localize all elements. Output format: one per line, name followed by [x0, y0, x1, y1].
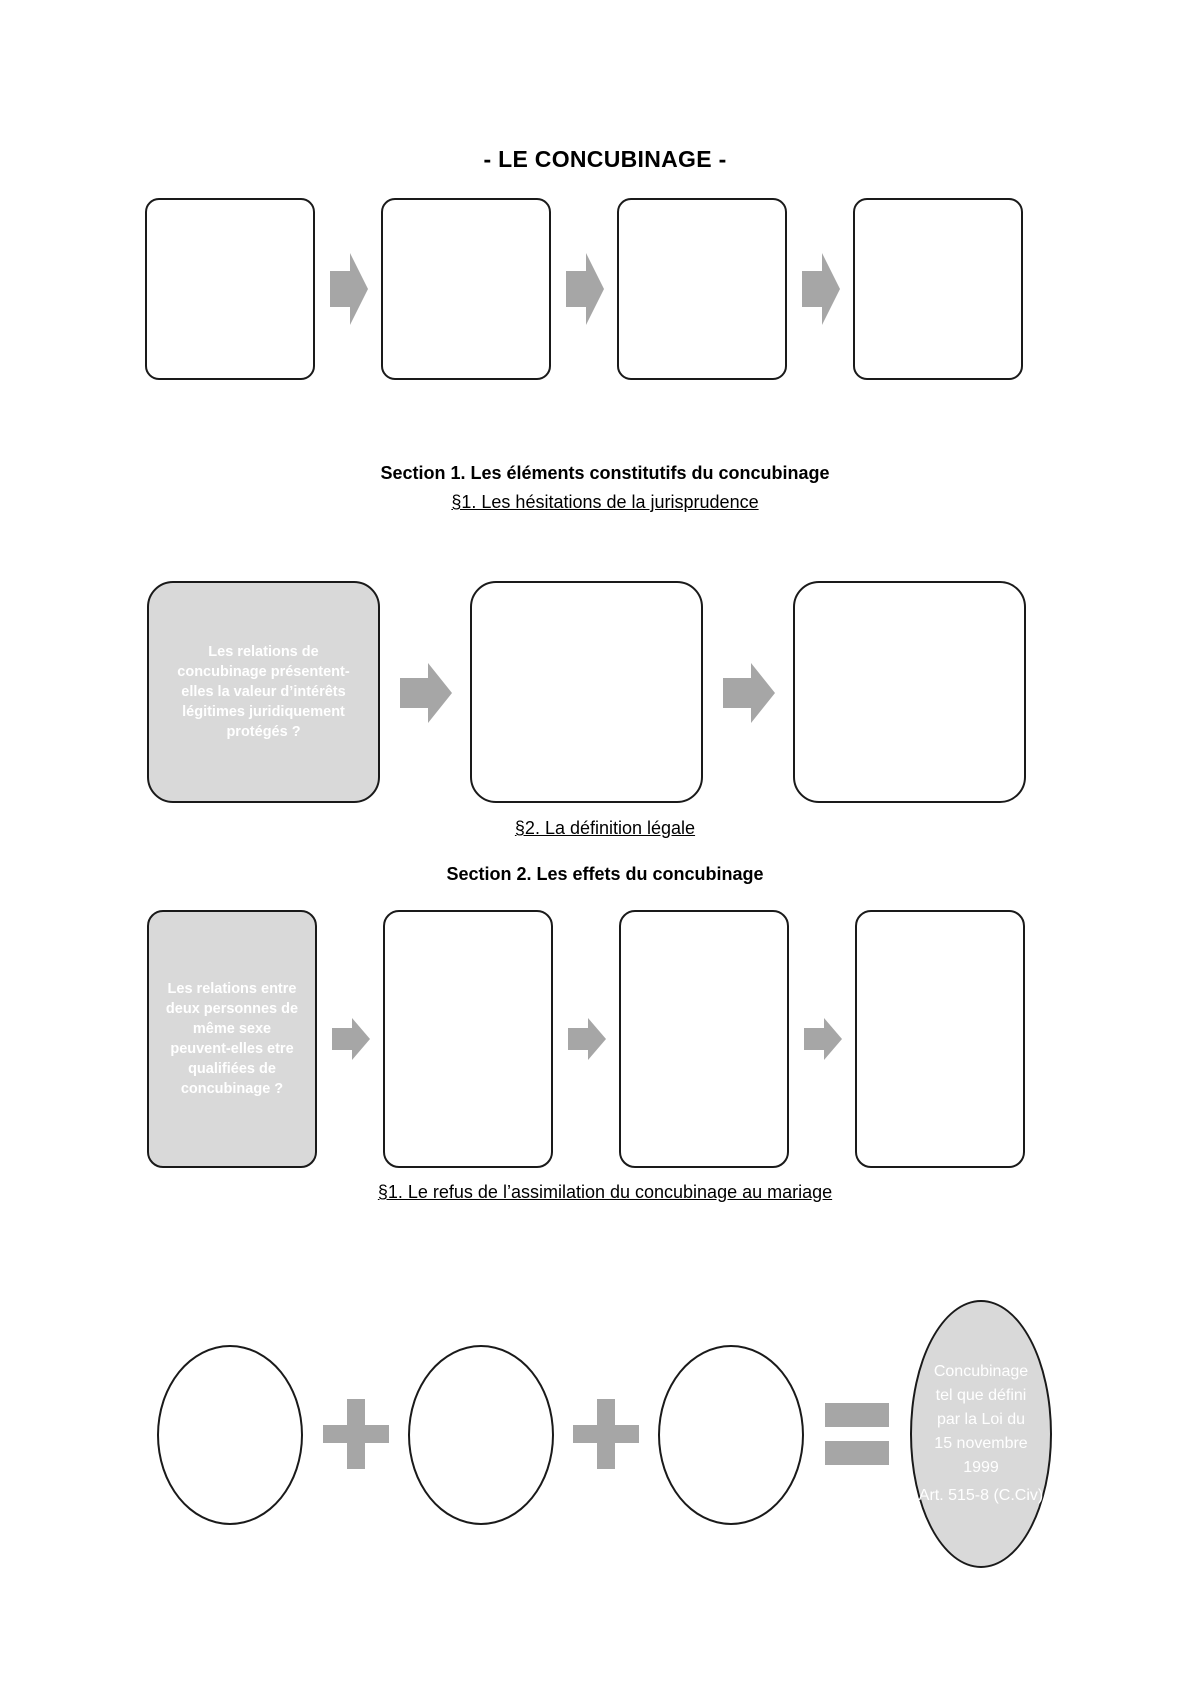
plus-icon: [323, 1399, 389, 1469]
row3-box-4: [855, 910, 1025, 1168]
section-1-paragraph-2: §2. La définition légale: [514, 818, 696, 838]
row3-question-text: Les relations entre deux personnes de même sexe peuvent-elles etre qualifiées de concubinage ?: [165, 981, 299, 1097]
row3-box-1: [147, 910, 317, 1168]
arrow-right-icon: [804, 1018, 842, 1060]
arrow-right-icon: [566, 253, 604, 325]
row1-box-4: [853, 198, 1023, 380]
equation-ellipse-1: [157, 1345, 303, 1525]
row3-box-2: [383, 910, 553, 1168]
section-2-paragraph-1: §1. Le refus de l’assimilation du concubinage au mariage: [377, 1182, 833, 1202]
row1-box-3: [617, 198, 787, 380]
row2-box-2: [470, 581, 703, 803]
section-1-paragraph-1: §1. Les hésitations de la jurisprudence: [451, 492, 759, 512]
row1-box-1: [145, 198, 315, 380]
arrow-right-icon: [802, 253, 840, 325]
row1-box-2: [381, 198, 551, 380]
arrow-right-icon: [568, 1018, 606, 1060]
row2-box-1: [147, 581, 380, 803]
row2-box-3: [793, 581, 1026, 803]
row2-question-text: Les relations de concubinage présentent-elles la valeur d’intérêts légitimes juridiquement protégés ?: [177, 644, 350, 740]
arrow-right-icon: [332, 1018, 370, 1060]
plus-icon: [573, 1399, 639, 1469]
arrow-right-icon: [330, 253, 368, 325]
equation-result-ellipse: [910, 1300, 1052, 1568]
row3-box-3: [619, 910, 789, 1168]
equals-icon: [825, 1403, 889, 1465]
equation-ellipse-3: [658, 1345, 804, 1525]
section-2-heading: Section 2. Les effets du concubinage: [446, 864, 764, 884]
equation-ellipse-2: [408, 1345, 554, 1525]
section-1-heading: Section 1. Les éléments constitutifs du concubinage: [380, 463, 830, 483]
arrow-right-icon: [400, 663, 452, 723]
page-title: - LE CONCUBINAGE -: [483, 146, 727, 172]
arrow-right-icon: [723, 663, 775, 723]
result-article-text: Art. 515-8 (C.Civ): [918, 1487, 1044, 1504]
result-definition-text: Concubinage tel que défini par la Loi du 15 novembre 1999: [933, 1363, 1029, 1476]
